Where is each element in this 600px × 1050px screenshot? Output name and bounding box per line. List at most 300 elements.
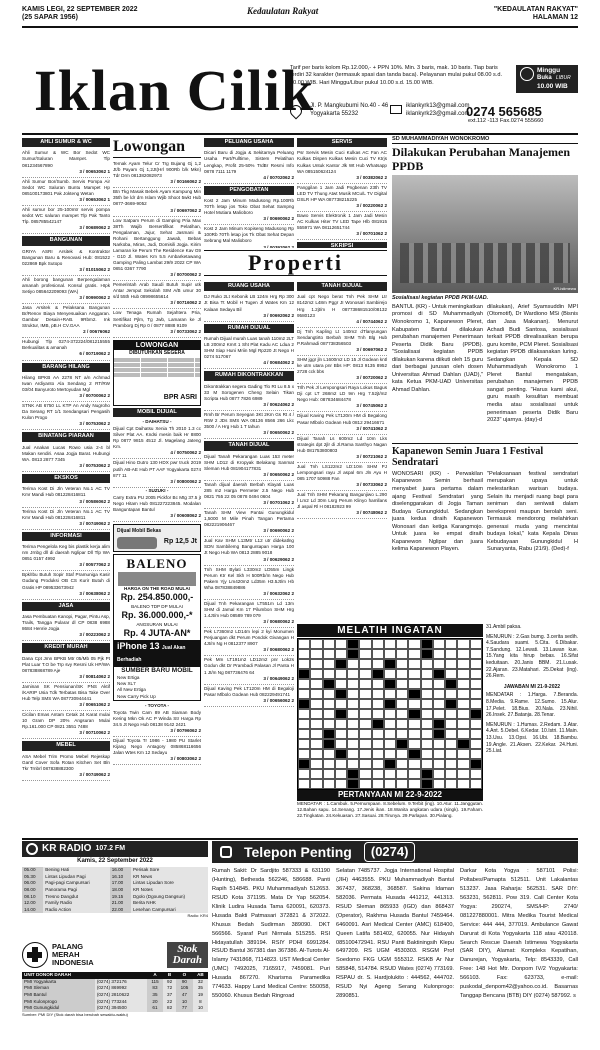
col1-section-7 xyxy=(22,643,110,739)
crossword-cell[interactable] xyxy=(359,659,371,669)
crossword-cell[interactable] xyxy=(433,779,445,789)
crossword-cell[interactable] xyxy=(323,639,335,649)
classified-ad: Dikontrakkan segera Gading Tlo Rt Lu 8.5 x 33 M Sorogenen Cheng Selain Tikan Scripta Hub 0877 7826 6989 3 / 00624062 2 xyxy=(204,383,294,411)
section-title: KREDIT MURAH xyxy=(22,643,110,652)
crossword-cell[interactable] xyxy=(372,739,384,749)
crossword-cell[interactable] xyxy=(396,709,408,719)
crossword-cell[interactable] xyxy=(310,719,322,729)
crossword-cell[interactable] xyxy=(470,699,482,709)
phone-number[interactable]: 0274 565685 xyxy=(466,104,542,119)
classified-ad: Carry Extra PU 2005 Pickfor Bc Mtg 37.5 jt Nego Hitam Hub 081227223845. Modalan Banguntapan Bantul 3 / 00608062 2 xyxy=(113,494,201,522)
header-rule xyxy=(22,26,578,28)
crossword-cell[interactable] xyxy=(347,659,359,669)
crossword-box xyxy=(297,624,483,836)
crossword-cell[interactable] xyxy=(298,639,310,649)
crossword-cell[interactable] xyxy=(310,779,322,789)
crossword-cell[interactable] xyxy=(445,689,457,699)
crossword-cell[interactable] xyxy=(359,759,371,769)
crossword-cell[interactable] xyxy=(323,729,335,739)
crossword-cell[interactable] xyxy=(335,779,347,789)
crossword-cell[interactable] xyxy=(470,779,482,789)
masthead-logo: Kedaulatan Rakyat xyxy=(247,6,319,16)
crossword-grid[interactable] xyxy=(297,638,483,790)
crossword-cell[interactable] xyxy=(323,749,335,759)
crossword-cell[interactable] xyxy=(445,709,457,719)
classified-ad: Jual Kav SHM L13Mtr L12 utr didekatlng SDN Sambilemg Banguntapan Harga 100 Jt Nego Hub WA 0813 2885 9018 3 / 00629062 2 xyxy=(204,537,294,565)
crossword-cell[interactable] xyxy=(347,699,359,709)
col1-section-2 xyxy=(22,363,110,431)
crossword-cell[interactable] xyxy=(347,649,359,659)
column-1 xyxy=(22,136,110,836)
classified-ad: Trlh Pek Jl Lempongsari Raya Lokus Bagus Dji cpt LT 268m2 LD 9m Hrg 7.52jt/m2 Nego Hub: 087834684478 3 / 00745062 2 xyxy=(297,384,387,412)
crossword-cell[interactable] xyxy=(372,649,384,659)
crossword-cell[interactable] xyxy=(335,729,347,739)
crossword-cell[interactable] xyxy=(298,739,310,749)
crossword-cell[interactable] xyxy=(335,639,347,649)
crossword-cell[interactable] xyxy=(335,719,347,729)
crossword-cell[interactable] xyxy=(310,739,322,749)
crossword-cell[interactable] xyxy=(384,759,396,769)
crossword-cell[interactable] xyxy=(396,749,408,759)
crossword-cell[interactable] xyxy=(457,659,469,669)
classified-ad: Hubungi Tlp 0274-372224/081215555 Berkualitas & amanah 6 / 00719062 2 xyxy=(22,338,110,360)
crossword-cell[interactable] xyxy=(335,739,347,749)
classified-ad: Bpk/Ibu Butuh Sopir Staf Pramuniga Kasir Gudang Produksi OB CS Kurir Butuh di Gratis HP 089533673942 3 / 00638062 2 xyxy=(22,571,110,599)
crossword-cell[interactable] xyxy=(433,759,445,769)
crossword-cell[interactable] xyxy=(298,659,310,669)
crossword-cell[interactable] xyxy=(433,719,445,729)
crossword-cell[interactable] xyxy=(384,719,396,729)
crossword-cell[interactable] xyxy=(310,639,322,649)
crossword-cell[interactable] xyxy=(323,739,335,749)
crossword-cell[interactable] xyxy=(396,689,408,699)
crossword-cell[interactable] xyxy=(323,769,335,779)
crossword-cell[interactable] xyxy=(310,669,322,679)
crossword-cell[interactable] xyxy=(396,649,408,659)
crossword-cell[interactable] xyxy=(359,739,371,749)
crossword-cell[interactable] xyxy=(470,719,482,729)
crossword-cell[interactable] xyxy=(457,689,469,699)
crossword-cell[interactable] xyxy=(445,729,457,739)
crossword-cell[interactable] xyxy=(408,659,420,669)
crossword-cell[interactable] xyxy=(347,709,359,719)
crossword-cell[interactable] xyxy=(433,709,445,719)
crossword-cell[interactable] xyxy=(310,749,322,759)
crossword-cell[interactable] xyxy=(445,739,457,749)
classified-ad: Rumah Dijual murah Luas tanah 110m2 2LT LB 200m2 Kmrt 1 Sht Plat Kadu AC Ldua 2 SHM Siap Huni Mriin Mgl Rp220 Jt Nego H 0274 517067 4 / 00684062 2 xyxy=(204,335,294,369)
crossword-cell[interactable] xyxy=(384,779,396,789)
classified-ad: Ahli Sumur & WC Bor Sedot WC Sumur/Saluran Mampet. Tlp 081234567890 3 / 00653062 1 xyxy=(22,149,110,177)
crossword-cell[interactable] xyxy=(470,659,482,669)
crossword-cell[interactable] xyxy=(298,669,310,679)
crossword-cell[interactable] xyxy=(457,779,469,789)
crossword-cell[interactable] xyxy=(298,699,310,709)
crossword-cell[interactable] xyxy=(323,659,335,669)
news-caption: Sosialisasi kegiatan PPDB PKM-UAD. xyxy=(392,294,489,301)
crossword-cell[interactable] xyxy=(323,669,335,679)
crossword-cell[interactable] xyxy=(384,749,396,759)
email-1[interactable]: iklankyrk13@gmail.com xyxy=(406,103,470,109)
crossword-cell[interactable] xyxy=(310,709,322,719)
pmi-title: PALANG MERAH INDONESIA xyxy=(52,942,94,967)
crossword-cell[interactable] xyxy=(433,639,445,649)
crossword-cell[interactable] xyxy=(457,699,469,709)
pmi-header xyxy=(22,940,208,970)
crossword-cell[interactable] xyxy=(310,659,322,669)
crossword-cell[interactable] xyxy=(384,689,396,699)
crossword-cell[interactable] xyxy=(359,699,371,709)
crossword-cell[interactable] xyxy=(335,689,347,699)
crossword-menurun: MENURUN : 2.Gas bumg. 3.cerita sedih. 4.Saudara suami. 5.Cita. 6.Dibakar. 7.Sandung. 12.Lewati. 13.Lawan kue. 15.Yang kita hirup bebas. 16.Sifat keduitaan. 20.Janis BBM. 21.Lusak. 22.Ajaran. 23.Matahari. 25.Dekat (ing). 26.Rem. xyxy=(486,633,578,680)
table-row: PMI Gunungkidul (0274) 394500 61 82 77 10 xyxy=(22,1005,208,1012)
crossword-cell[interactable] xyxy=(372,759,384,769)
crossword-cell[interactable] xyxy=(372,729,384,739)
crossword-cell[interactable] xyxy=(408,739,420,749)
crossword-cell[interactable] xyxy=(457,749,469,759)
crossword-cell[interactable] xyxy=(408,669,420,679)
classified-ad: Rmh Br Perum Seyegan 3Kt 2Km Gs Rt 4 / RtW 2 JDs SMS WA 08136 8566 266 Lkc 3500 / A Hrg Hub 1 T tahun 3 / 00650062 2 xyxy=(204,411,294,439)
crossword-cell[interactable] xyxy=(323,709,335,719)
table-row: 08.00 Panorama Pagi 18.00 KR Notes xyxy=(22,887,208,894)
crossword-cell[interactable] xyxy=(470,669,482,679)
newspaper-name: "KEDAULATAN RAKYAT" xyxy=(493,6,578,13)
crossword-cell[interactable] xyxy=(347,679,359,689)
crossword-cell[interactable] xyxy=(396,729,408,739)
crossword-cell[interactable] xyxy=(457,639,469,649)
crossword-cell[interactable] xyxy=(347,779,359,789)
crossword-cell[interactable] xyxy=(457,719,469,729)
phone-icon xyxy=(220,846,232,858)
crossword-cell[interactable] xyxy=(408,779,420,789)
crossword-cell[interactable] xyxy=(421,639,433,649)
crossword-cell[interactable] xyxy=(359,689,371,699)
crossword-cell[interactable] xyxy=(408,759,420,769)
crossword-cell[interactable] xyxy=(396,639,408,649)
radio-schedule xyxy=(22,867,208,913)
crossword-cell[interactable] xyxy=(323,759,335,769)
crossword-cell[interactable] xyxy=(457,769,469,779)
crossword-cell[interactable] xyxy=(433,729,445,739)
crossword-cell[interactable] xyxy=(298,679,310,689)
crossword-cell[interactable] xyxy=(359,639,371,649)
classified-ad: Kost 2 Jam Minum Kopiseng Madusong Rp 100Rb 70Th letap jos Tk Obat Sehat Depan Sebrang Mal Malioboro 3 / 00392062 2 xyxy=(204,225,294,248)
crossword-cell[interactable] xyxy=(421,769,433,779)
crossword-cell[interactable] xyxy=(408,769,420,779)
section-title: PELUANG USAHA xyxy=(204,138,294,147)
crossword-cell[interactable] xyxy=(359,729,371,739)
section-title: JASA xyxy=(22,602,110,611)
crossword-cell[interactable] xyxy=(372,669,384,679)
crossword-cell[interactable] xyxy=(310,689,322,699)
crossword-cell[interactable] xyxy=(396,699,408,709)
crossword-cell[interactable] xyxy=(470,769,482,779)
classified-ad: Jual Tnh LS122m2 LD:10m SHM PJ Lempongsari rayu Jl aspal 6m Jln Ayu H 085 1707 50988 Fan 3 / 00733062 2 xyxy=(297,463,387,491)
crossword-cell[interactable] xyxy=(310,679,322,689)
crossword-clues: 31.Ambil paksa. MENURUN : 2.Gas bumg. 3.cerita sedih. 4.Saudara suami. 5.Cita. 6.Dibakar. 7.Sandung. 12.Lewati. 13.Lawan kue. 15.Yang kita hirup bebas. 16.Sifat keduitaan. 20.Janis BBM. 21.Lusak. 22.Ajaran. 23.Matahari. 25.Dekat (ing). 26.Rem. JAWABAN MI 21-9-2022 MENDATAR : 1.Harga. 7.Beranda. 8.Media. 9.Rame. 12.Sumo. 15.Alur. 17.Pelet. 18.Bius. 20.Nala. 23.Nihil. 26.Insek. 27.Batanja. 28.Tenar. MENURUN : 1.Humas. 2.Redam. 3.Atar. 4.Ant. 5.Oebel. 6.Kedar. 10.Istri. 11.Main. 13.Usu. 13.Opsi. 16.Ubi. 18.Bambu. 19.Angle. 21.Aksen. 22.Kekar. 24.Huni. 25.Liat. xyxy=(486,624,578,755)
crossword-cell[interactable] xyxy=(384,699,396,709)
crossword-cell[interactable] xyxy=(298,719,310,729)
crossword-cell[interactable] xyxy=(396,759,408,769)
crossword-cell[interactable] xyxy=(384,669,396,679)
crossword-cell[interactable] xyxy=(421,719,433,729)
crossword-cell[interactable] xyxy=(457,759,469,769)
classified-ad: Tanah SHM View Pantai Gunungkidul 1,5000 M Mile Pinah Tangan Pertama 082221906467 3 / 00690062 2 xyxy=(204,509,294,537)
crossword-cell[interactable] xyxy=(323,779,335,789)
crossword-cell[interactable] xyxy=(323,699,335,709)
crossword-cell[interactable] xyxy=(408,709,420,719)
crossword-cell[interactable] xyxy=(384,769,396,779)
crossword-cell[interactable] xyxy=(470,759,482,769)
issue-date: KAMIS LEGI, 22 SEPTEMBER 2022 xyxy=(22,6,138,13)
crossword-cell[interactable] xyxy=(298,729,310,739)
classified-ad: Dana Cpt Jmn BPKB Mtr 05/Mb 05 Pjk Pt Plat Luar T.O be Trp svy Resmi Uk HP/WA 087838868789 Aje 3 / 00814062 2 xyxy=(22,655,110,683)
crossword-cell[interactable] xyxy=(335,679,347,689)
classified-ad: Tanah dijual daerah Berbah Klayati Luas 285 m2 Harga Permeter 2.5 Nego Hub 0821 755 22 05 0878 0494 0604 3 / 00701062 2 xyxy=(204,481,294,509)
table-row: PMI Kulonprogo (0274) 773244 20 22 10 8 xyxy=(22,998,208,1005)
email-2[interactable]: iklankyrk23@gmail.com xyxy=(406,111,470,117)
crossword-cell[interactable] xyxy=(396,669,408,679)
crossword-cell[interactable] xyxy=(457,739,469,749)
section-title: RUMAH DIKONTRAKKAN xyxy=(204,371,294,380)
crossword-cell[interactable] xyxy=(445,679,457,689)
classified-ad: Dijual Cpt Daihatsu Xenia Th 2010 1.3 cc Silver Plat AA. Kndsi mesin baik Hr 8800 Rp 0877 9815 4512 Jl. Magelang Jateng Km. 4 / 00750062 2 xyxy=(113,425,201,459)
crossword-cell[interactable] xyxy=(433,689,445,699)
crossword-cell[interactable] xyxy=(433,659,445,669)
bpr-logo: BPR ASRI xyxy=(163,393,197,401)
crossword-cell[interactable] xyxy=(384,639,396,649)
crossword-cell[interactable] xyxy=(421,669,433,679)
crossword-cell[interactable] xyxy=(396,659,408,669)
crossword-cell[interactable] xyxy=(396,719,408,729)
crossword-cell[interactable] xyxy=(347,729,359,739)
crossword-cell[interactable] xyxy=(359,719,371,729)
crossword-cell[interactable] xyxy=(457,729,469,739)
minggu-badge: Minggu Buka LIBUR 10.00 WIB xyxy=(516,65,578,93)
classified-ad: Pek L7360m2 LD14m lepi 2 kyi Monumen Perjuangan dkt Perum Pondok Givangan H 4Jt/m Ng H 0812377 8907 3 / 00680062 2 xyxy=(204,628,294,656)
crossword-cell[interactable] xyxy=(421,679,433,689)
crossword-cell[interactable] xyxy=(470,739,482,749)
crossword-cell[interactable] xyxy=(359,749,371,759)
crossword-cell[interactable] xyxy=(421,709,433,719)
crossword-cell[interactable] xyxy=(433,769,445,779)
crossword-cell[interactable] xyxy=(298,759,310,769)
crossword-cell[interactable] xyxy=(384,679,396,689)
classified-ad: STNK AB 6750 LL KTP An Andy Nugroho Da Serang RT 1/1 Sendangsari Pengasih Kulon Progo 3 / 00753062 2 xyxy=(22,402,110,430)
crossword-cell[interactable] xyxy=(470,749,482,759)
crossword-cell[interactable] xyxy=(445,659,457,669)
crossword-cell[interactable] xyxy=(372,639,384,649)
mail-icon xyxy=(390,105,402,114)
crossword-cell[interactable] xyxy=(372,679,384,689)
crossword-cell[interactable] xyxy=(310,699,322,709)
crossword-cell[interactable] xyxy=(372,699,384,709)
crossword-cell[interactable] xyxy=(445,669,457,679)
crossword-cell[interactable] xyxy=(335,769,347,779)
crossword-cell[interactable] xyxy=(457,669,469,679)
classified-ad: Ahli sumur bor 25-100mtr servis pompa sedot WC saluran mampet Tlp Pak Tanto Tlp. 085785542147 3 / 00689062 2 xyxy=(22,206,110,234)
classified-ad: Tnh SHM Bylati L330m2 LD55m Lingk Perum Ktr Kel Skh H 500Rb/m Nego Hub Pakem Yjy Lm420m2 Ld35m H3.5Jt/m Hb Wha 087838849886 3 / 00632062 2 xyxy=(204,566,294,600)
column-3-top xyxy=(204,136,294,248)
table-row: 05.30 Lintas Lipudan Pagi 16.10 KR News xyxy=(22,874,208,881)
crossword-cell[interactable] xyxy=(335,659,347,669)
crossword-cell[interactable] xyxy=(445,639,457,649)
red-cross-icon xyxy=(22,942,48,968)
classified-ad: Dijual Kaving Pek LT120m HM di Begalong Pasar Mlbolo Godean Hub 0812 29416671 3 / 00741062 2 xyxy=(297,412,387,434)
crossword-cell[interactable] xyxy=(372,769,384,779)
crossword-cell[interactable] xyxy=(408,639,420,649)
crossword-cell[interactable] xyxy=(372,709,384,719)
classified-ad: Terima Kost Di Jln Veteran No.1 AC TV Kmr Mandi Hub 081228416811 3 / 00586062 2 xyxy=(22,485,110,507)
crossword-cell[interactable] xyxy=(470,709,482,719)
crossword-cell[interactable] xyxy=(408,689,420,699)
column-4-top xyxy=(297,136,387,248)
crossword-cell[interactable] xyxy=(359,779,371,789)
table-row: PMI Sleman (0274) 869992 83 72 105 35 xyxy=(22,985,208,992)
crossword-cell[interactable] xyxy=(396,739,408,749)
crossword-cell[interactable] xyxy=(347,719,359,729)
crossword-cell[interactable] xyxy=(310,769,322,779)
crossword-cell[interactable] xyxy=(298,689,310,699)
crossword-cell[interactable] xyxy=(310,729,322,739)
classified-ad: Jasa Pembuatan Kanopi, Pagar, Pintu Asp, Trails, Tangga Pularar dl CP 0838 6988 8684 Henrie Jogja 3 / 00223062 2 xyxy=(22,613,110,641)
crossword-cell[interactable] xyxy=(421,759,433,769)
crossword-cell[interactable] xyxy=(298,649,310,659)
crossword-cell[interactable] xyxy=(396,779,408,789)
crossword-cell[interactable] xyxy=(384,729,396,739)
crossword-cell[interactable] xyxy=(372,719,384,729)
crossword-cell[interactable] xyxy=(372,779,384,789)
crossword-cell[interactable] xyxy=(433,749,445,759)
crossword-cell[interactable] xyxy=(396,679,408,689)
telepon-columns: Rumah Sakit: Dr Sardjito 587333 & 631190 (Hunting), Bethesda 562246, 586688. Panti Rapih 514845. PKU Muhammadiyah 512653. RSUD Kota 371195. Mata Dr Yap 562054. Klinik Ludira Husada Tama 620091, 620373. Husada Bakti Patmasari 372821 & 372022. Khusus Bedah Sudirman 389090. DKT 566566. Syaraf Puri Nirmala 515255. RSI Hidayatullah 389194. RSIY PDHI 6991284. RSUD Bantul 367381 dan 367386. Al-Turots Al-Islamy 7431868, 7114823. UST Medical Center (UMC) 7492025, 7165917, 7459081. Puri Husada 867270. Kharisma Paramedika 774633. Happy Land Medical Centre: 550058, 550060. Khusus Bedah Ringroad Selatan 7485737. Jogja International Hospital (JIH) 4463555. PKU Muhammadiyah Bantul 367437, 368238, 368587. Sakina Idaman 582036. Permata Husada 441212, 441313. RSUD Sleman 865933 (IGD) dan 868437 (Operator), Rakhma Husada Bantul 7459464. 6460091. Asri Medical Center (AMC) 618400, Queen Latifa 581402, 620055. Nur Hidayah 085100472941. RSU Panti Baktiningsih Klepu 6497209. RS UGM 4530303. RSGM Prof Soedomo FKG UGM 555312. RSKB Ar Nur 585848, 514784. RSUD Wates (0274) 773169. RSPAU dr. S. Hardjolukito : 444562, 444702. RSUD Nyi Ageng Serang Kulonprogo: 2890851. Darkar Kota Yogya : 587101 Polisi: Poltabes/Pamapta 512511. Unit Lakalantas 513237. Jasa Raharja: 562531. SAR DIY: 563231, 562811. Pow 319. Call Center Kota Yogya: 290274, SMS/HP: 2740/ 081227880001. Mitra Medika Tourist Medical Service: 444 444, 377019. Ambulance Gawat Darurat di Kota Yogyakarta 118 atau 420118. Search Rescue Daerah Istimewa Yogyakarta (SAR DIY), Alamat: Kompleks Kepatihan, Danurejan, Yogyakarta, Telp: 8543339, Call Free: 148 Hot Mtr. Donpom IV/2 Yogyakarta: 566103. Fax: 623733, e-mail: puskodal_denpom42@yahoo.co.id. Basarnas Tanggap Bencana (BTB) DIY (0274) 587992. s xyxy=(212,868,578,1000)
crossword-cell[interactable] xyxy=(445,749,457,759)
crossword-cell[interactable] xyxy=(470,649,482,659)
crossword-cell[interactable] xyxy=(359,669,371,679)
crossword-cell[interactable] xyxy=(335,669,347,679)
crossword-cell[interactable] xyxy=(421,779,433,789)
crossword-cell[interactable] xyxy=(457,709,469,719)
table-row: 14.00 Radio Action 22.00 Lesehan Campursari xyxy=(22,906,208,913)
crossword-cell[interactable] xyxy=(298,749,310,759)
crossword-cell[interactable] xyxy=(470,689,482,699)
crossword-cell[interactable] xyxy=(347,639,359,649)
crossword-cell[interactable] xyxy=(408,679,420,689)
crossword-cell[interactable] xyxy=(323,719,335,729)
crossword-cell[interactable] xyxy=(445,649,457,659)
crossword-cell[interactable] xyxy=(384,649,396,659)
crossword-cell[interactable] xyxy=(335,759,347,769)
crossword-cell[interactable] xyxy=(470,729,482,739)
crossword-cell[interactable] xyxy=(347,739,359,749)
crossword-cell[interactable] xyxy=(384,659,396,669)
crossword-cell[interactable] xyxy=(384,739,396,749)
crossword-cell[interactable] xyxy=(421,689,433,699)
crossword-cell[interactable] xyxy=(335,699,347,709)
crossword-cell[interactable] xyxy=(445,759,457,769)
crossword-cell[interactable] xyxy=(347,759,359,769)
crossword-cell[interactable] xyxy=(445,779,457,789)
crossword-cell[interactable] xyxy=(421,659,433,669)
crossword-cell[interactable] xyxy=(408,719,420,729)
crossword-cell[interactable] xyxy=(421,749,433,759)
crossword-cell[interactable] xyxy=(457,679,469,689)
crossword-cell[interactable] xyxy=(359,679,371,689)
crossword-cell[interactable] xyxy=(323,679,335,689)
crossword-cell[interactable] xyxy=(384,709,396,719)
crossword-cell[interactable] xyxy=(445,769,457,779)
radio-date: Kamis, 22 September 2022 xyxy=(77,858,153,864)
crossword-cell[interactable] xyxy=(298,779,310,789)
crossword-cell[interactable] xyxy=(433,649,445,659)
section-title: INFORMASI xyxy=(22,532,110,541)
crossword-cell[interactable] xyxy=(335,649,347,659)
crossword-cell[interactable] xyxy=(347,689,359,699)
classified-ad: Pek Mm LT191m2 LD12m2 pnr Lok2s Godun dkt Dr Prambadi Palasan Jl Panta H 1 Jt/m Ng 087736476 64 3 / 00649062 2 xyxy=(204,656,294,684)
crossword-cell[interactable] xyxy=(359,709,371,719)
crossword-cell[interactable] xyxy=(408,649,420,659)
crossword-cell[interactable] xyxy=(445,699,457,709)
table-header: UNIT DONOR DARAH A B O AB xyxy=(22,972,208,979)
crossword-cell[interactable] xyxy=(421,739,433,749)
crossword-cell[interactable] xyxy=(359,769,371,779)
section-title: RUMAH DIJUAL xyxy=(204,324,294,333)
col1-section-6 xyxy=(22,602,110,642)
crossword-cell[interactable] xyxy=(347,669,359,679)
classified-ad: Jasa Arsitek & Pelaksana Bangunan Br/Renov Biaya Menyesuaikan Anggaran. Gambar Desain+RAB. 9Rbm2. Ink Struktur, IMB, pB.H CV.GAA 2 / 00676062 xyxy=(22,304,110,338)
section-title: RUANG USAHA xyxy=(204,282,294,291)
crossword-cell[interactable] xyxy=(372,659,384,669)
crossword-cell[interactable] xyxy=(457,649,469,659)
crossword-cell[interactable] xyxy=(335,709,347,719)
classified-ad: Dijual Tnh Pekarangan LT551m Ld 13m SHM di Jamal Km 17 Pilumbon SHM Hrg 1.4Jt/m Hub 08589 789 079 3 / 00680062 2 xyxy=(204,600,294,628)
crossword-cell[interactable] xyxy=(359,649,371,659)
classified-ad: Btn Tkg Masak Bebek Ayam Kampung Min 35th be ldr drn Islam Wjib Shoot 5wkt Hub 0877-3669-9052 3 / 00697062 2 xyxy=(113,188,201,216)
crossword-cell[interactable] xyxy=(372,749,384,759)
crossword-cell[interactable] xyxy=(470,679,482,689)
telepon-header: Telepon Penting (0274) xyxy=(212,841,578,863)
classified-ad: Jual cpt Nego berat Tnh Pek SHM Ltr 8142m2 L48m Pggr JI Wonosari Sambirejo Hrg 1.2jt/m H 087738681510/08132 9580123 4 / 00744062 2 xyxy=(297,293,387,327)
column-4-lower xyxy=(297,280,387,622)
crossword-cell[interactable] xyxy=(298,769,310,779)
crossword-cell[interactable] xyxy=(347,769,359,779)
crossword-cell[interactable] xyxy=(421,649,433,659)
crossword-cell[interactable] xyxy=(335,749,347,759)
crossword-cell[interactable] xyxy=(421,699,433,709)
crossword-cell[interactable] xyxy=(445,719,457,729)
crossword-cell[interactable] xyxy=(408,729,420,739)
crossword-cell[interactable] xyxy=(433,699,445,709)
crossword-cell[interactable] xyxy=(433,679,445,689)
crossword-cell[interactable] xyxy=(298,709,310,719)
crossword-cell[interactable] xyxy=(372,689,384,699)
classified-ad: Dijual Kaving Pek LT120m HM di Begaloji Pasar Mlbolo Godean Hub 082229491741 3 / 00656062 2 xyxy=(204,685,294,707)
crossword-cell[interactable] xyxy=(433,739,445,749)
crossword-cell[interactable] xyxy=(310,649,322,659)
crossword-cell[interactable] xyxy=(323,649,335,659)
blood-stock-table xyxy=(22,972,208,1012)
crossword-cell[interactable] xyxy=(408,749,420,759)
crossword-cell[interactable] xyxy=(421,729,433,739)
crossword-cell[interactable] xyxy=(396,769,408,779)
tariff-info: Tarif per baris kolom Rp.12.000,- + PPN 10%. Min. 3 baris, mak. 10 baris. Tiap baris terdiri 32 karakter (termasuk spasi dan tanda baca). Pelayanan mulai pukul 08.00 s.d. 10.00 WIB. Hari Minggu/Libur pukul 10.00 s.d. 15.00 WIB. xyxy=(290,65,503,86)
crossword-cell[interactable] xyxy=(323,689,335,699)
crossword-cell[interactable] xyxy=(310,759,322,769)
crossword-cell[interactable] xyxy=(347,749,359,759)
crossword-cell[interactable] xyxy=(433,669,445,679)
classified-ad: SHM jggr jln L1600m2 LD 15 Jl Godean kntl ke utm utara pnr Bbs HP: 0813 9135 8952 2728 cck bbs 3 / 00720062 2 xyxy=(297,356,387,384)
crossword-cell[interactable] xyxy=(408,699,420,709)
crossword-cell[interactable] xyxy=(470,639,482,649)
